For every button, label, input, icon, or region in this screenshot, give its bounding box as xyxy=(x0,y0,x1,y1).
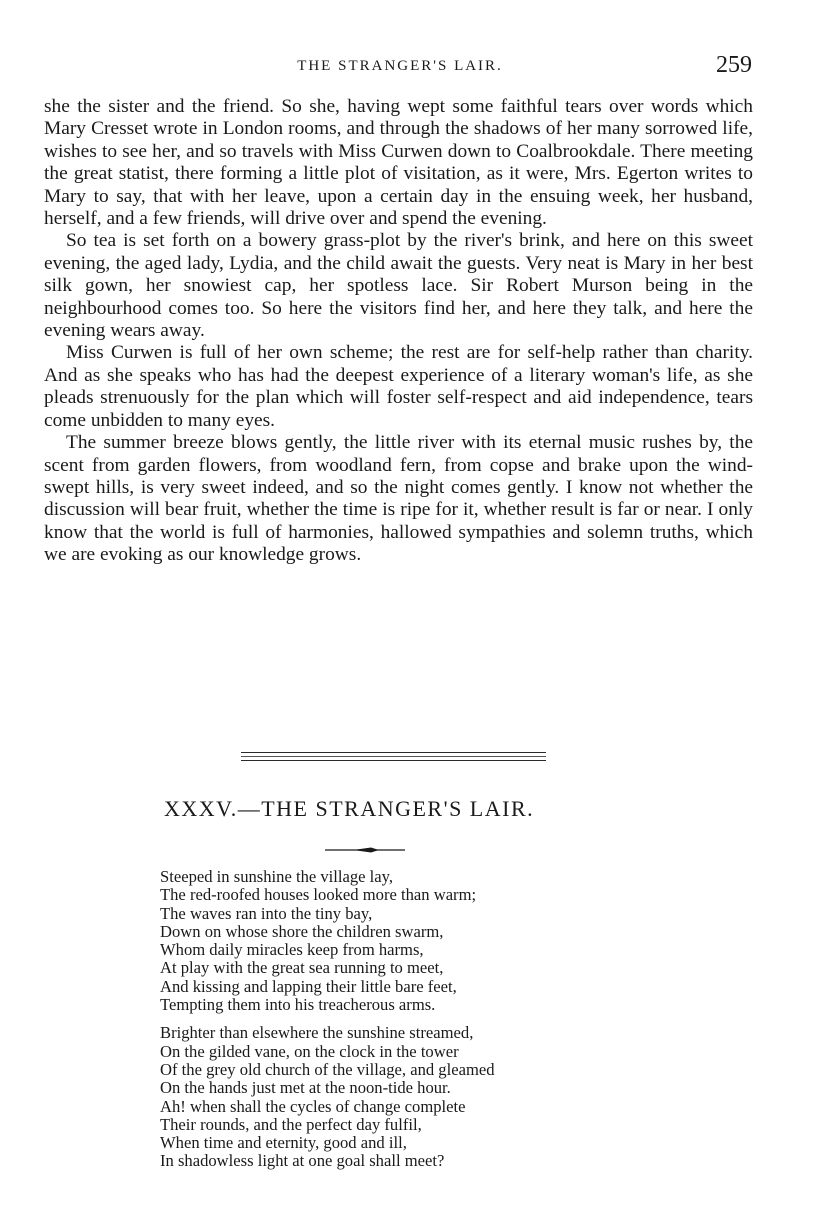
running-title: THE STRANGER'S LAIR. xyxy=(297,58,503,74)
paragraph: So tea is set forth on a bowery grass-plot by the river's brink, and here on this sweet evening, the aged lady, Lydia, and the child await the guests. Very neat is Mary in her best silk gown, her snowiest cap, her spotless lace. Sir Robert Murson being in the neighbourhood comes too. So here the visitors find her, and here they talk, and here the evening wears away. xyxy=(44,230,753,342)
divider-rule xyxy=(241,752,546,753)
poem-line: On the hands just met at the noon-tide hour. xyxy=(160,1078,451,1098)
poem-line: Down on whose shore the children swarm, xyxy=(160,921,444,941)
poem-line: In shadowless light at one goal shall meet? xyxy=(160,1151,445,1171)
poem-line: Whom daily miracles keep from harms, xyxy=(160,940,424,960)
section-divider xyxy=(241,752,546,764)
page-number: 259 xyxy=(716,52,752,78)
ornament-dash-icon xyxy=(325,846,405,854)
poem-line: The waves ran into the tiny bay, xyxy=(160,903,373,923)
poem-line: Their rounds, and the perfect day fulfil, xyxy=(160,1114,422,1134)
poem-line: On the gilded vane, on the clock in the tower xyxy=(160,1041,459,1061)
poem-stanza xyxy=(160,868,495,1014)
poem-line: The red-roofed houses looked more than warm; xyxy=(160,885,477,905)
poem-stanza xyxy=(160,1024,495,1170)
poem-line: Tempting them into his treacherous arms. xyxy=(160,995,436,1015)
poem-line: Ah! when shall the cycles of change complete xyxy=(160,1096,466,1116)
chapter-heading: XXXV.—THE STRANGER'S LAIR. xyxy=(164,796,535,821)
paragraph: The summer breeze blows gently, the little river with its eternal music rushes by, the scent from garden flowers, from woodland fern, from copse and brake upon the wind-swept hills, is very sweet indeed, and so the night comes gently. I know not whether the discussion will bear fruit, whether the time is ripe for it, whether result is far or near. I only know that the world is full of harmonies, hallowed sympathies and solemn truths, which we are evoking as our knowledge grows. xyxy=(44,432,753,566)
poem-line: Of the grey old church of the village, and gleamed xyxy=(160,1059,495,1079)
poem-line: At play with the great sea running to meet, xyxy=(160,958,444,978)
poem xyxy=(160,868,495,1181)
paragraph: she the sister and the friend. So she, having wept some faithful tears over words which Mary Cresset wrote in London rooms, and through the shadows of her many sorrowed life, wishes to see her, and so travels with Miss Curwen down to Coalbrookdale. There meeting the great statist, there forming a little plot of visitation, as it were, Mrs. Egerton writes to Mary to say, that with her leave, upon a certain day in the ensuing week, her husband, herself, and a few friends, will drive over and spend the evening. xyxy=(44,96,753,230)
poem-line: And kissing and lapping their little bare feet, xyxy=(160,976,457,996)
divider-rule xyxy=(241,760,546,761)
divider-rule xyxy=(241,756,546,757)
poem-line: Brighter than elsewhere the sunshine streamed, xyxy=(160,1023,474,1043)
prose-section xyxy=(44,96,753,567)
poem-line: When time and eternity, good and ill, xyxy=(160,1133,407,1153)
poem-line: Steeped in sunshine the village lay, xyxy=(160,867,394,886)
paragraph: Miss Curwen is full of her own scheme; the rest are for self-help rather than charity. And as she speaks who has had the deepest experience of a literary woman's life, as she pleads strenuously for the plan which will foster self-respect and aid independence, tears come unbidden to many eyes. xyxy=(44,342,753,431)
running-header xyxy=(40,52,760,82)
